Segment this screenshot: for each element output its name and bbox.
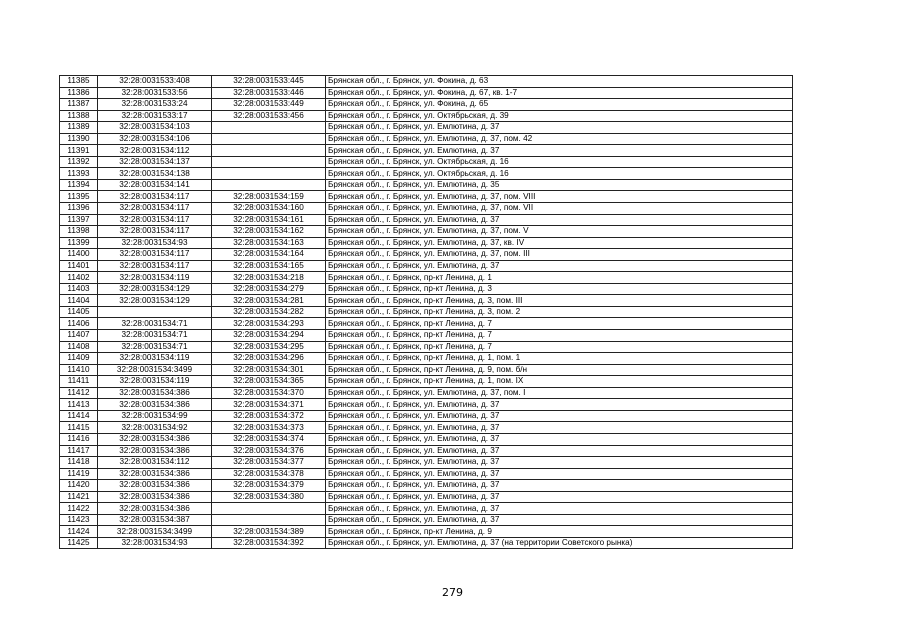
address-cell: Брянская обл., г. Брянск, ул. Емлютина, д. 37, пом. 42 [326,133,793,145]
parcel-number-cell: 32:28:0031534:3499 [98,364,212,376]
table-row [60,353,793,365]
address-cell: Брянская обл., г. Брянск, пр-кт Ленина, д. 9 [326,526,793,538]
parcel-number-cell: 32:28:0031534:386 [98,503,212,515]
building-number-cell [212,145,326,157]
table-row [60,491,793,503]
row-number-cell: 11411 [60,376,98,388]
row-number-cell: 11422 [60,503,98,515]
parcel-number-cell: 32:28:0031533:17 [98,110,212,122]
row-number-cell: 11401 [60,260,98,272]
row-number-cell: 11397 [60,214,98,226]
parcel-number-cell: 32:28:0031534:71 [98,330,212,342]
building-number-cell: 32:28:0031534:374 [212,433,326,445]
row-number-cell: 11405 [60,306,98,318]
building-number-cell: 32:28:0031534:282 [212,306,326,318]
parcel-number-cell: 32:28:0031534:386 [98,480,212,492]
building-number-cell: 32:28:0031534:389 [212,526,326,538]
parcel-number-cell: 32:28:0031534:92 [98,422,212,434]
table-row [60,537,793,549]
address-cell: Брянская обл., г. Брянск, ул. Октябрьская, д. 16 [326,156,793,168]
table-row [60,376,793,388]
table-row [60,87,793,99]
parcel-number-cell: 32:28:0031534:386 [98,399,212,411]
row-number-cell: 11413 [60,399,98,411]
parcel-number-cell: 32:28:0031534:119 [98,272,212,284]
row-number-cell: 11387 [60,99,98,111]
table-row [60,283,793,295]
table-row [60,306,793,318]
table-row [60,364,793,376]
row-number-cell: 11403 [60,283,98,295]
row-number-cell: 11394 [60,179,98,191]
building-number-cell [212,122,326,134]
table-row [60,445,793,457]
table-row [60,249,793,261]
building-number-cell [212,156,326,168]
building-number-cell: 32:28:0031534:295 [212,341,326,353]
parcel-number-cell: 32:28:0031534:117 [98,214,212,226]
building-number-cell: 32:28:0031534:380 [212,491,326,503]
row-number-cell: 11416 [60,433,98,445]
building-number-cell: 32:28:0031534:165 [212,260,326,272]
table-row [60,330,793,342]
parcel-number-cell: 32:28:0031534:93 [98,237,212,249]
building-number-cell [212,179,326,191]
building-number-cell: 32:28:0031534:371 [212,399,326,411]
parcel-number-cell: 32:28:0031534:112 [98,457,212,469]
row-number-cell: 11417 [60,445,98,457]
building-number-cell [212,168,326,180]
table-row [60,76,793,88]
table-row [60,433,793,445]
row-number-cell: 11409 [60,353,98,365]
building-number-cell: 32:28:0031534:372 [212,410,326,422]
address-cell: Брянская обл., г. Брянск, пр-кт Ленина, д. 3 [326,283,793,295]
address-cell: Брянская обл., г. Брянск, ул. Емлютина, д. 37 [326,410,793,422]
row-number-cell: 11391 [60,145,98,157]
table-row [60,203,793,215]
address-cell: Брянская обл., г. Брянск, ул. Емлютина, д. 37 [326,214,793,226]
building-number-cell: 32:28:0031533:446 [212,87,326,99]
parcel-number-cell: 32:28:0031534:112 [98,145,212,157]
address-cell: Брянская обл., г. Брянск, ул. Емлютина, д. 37, пом. VIII [326,191,793,203]
parcel-number-cell: 32:28:0031534:119 [98,376,212,388]
parcel-number-cell: 32:28:0031533:408 [98,76,212,88]
parcel-number-cell: 32:28:0031533:56 [98,87,212,99]
address-cell: Брянская обл., г. Брянск, пр-кт Ленина, д. 3, пом. 2 [326,306,793,318]
table-row [60,272,793,284]
building-number-cell: 32:28:0031534:377 [212,457,326,469]
parcel-number-cell: 32:28:0031534:71 [98,318,212,330]
address-cell: Брянская обл., г. Брянск, пр-кт Ленина, д. 3, пом. III [326,295,793,307]
row-number-cell: 11406 [60,318,98,330]
table-row [60,422,793,434]
table-row [60,318,793,330]
table-row [60,341,793,353]
parcel-number-cell: 32:28:0031534:386 [98,491,212,503]
building-number-cell: 32:28:0031534:293 [212,318,326,330]
building-number-cell [212,133,326,145]
address-cell: Брянская обл., г. Брянск, пр-кт Ленина, д. 1, пом. IX [326,376,793,388]
building-number-cell: 32:28:0031534:373 [212,422,326,434]
address-cell: Брянская обл., г. Брянск, ул. Емлютина, д. 37, пом. VII [326,203,793,215]
table-row [60,156,793,168]
parcel-number-cell: 32:28:0031534:117 [98,260,212,272]
address-cell: Брянская обл., г. Брянск, ул. Фокина, д. 63 [326,76,793,88]
address-cell: Брянская обл., г. Брянск, ул. Емлютина, д. 37 [326,491,793,503]
table-row [60,214,793,226]
parcel-number-cell: 32:28:0031534:386 [98,433,212,445]
address-cell: Брянская обл., г. Брянск, ул. Фокина, д. 65 [326,99,793,111]
row-number-cell: 11393 [60,168,98,180]
building-number-cell: 32:28:0031534:281 [212,295,326,307]
building-number-cell: 32:28:0031534:301 [212,364,326,376]
address-cell: Брянская обл., г. Брянск, ул. Емлютина, д. 37, пом. V [326,226,793,238]
address-cell: Брянская обл., г. Брянск, ул. Фокина, д. 67, кв. 1-7 [326,87,793,99]
parcel-number-cell: 32:28:0031534:137 [98,156,212,168]
row-number-cell: 11424 [60,526,98,538]
parcel-number-cell: 32:28:0031534:119 [98,353,212,365]
building-number-cell: 32:28:0031534:294 [212,330,326,342]
building-number-cell: 32:28:0031534:365 [212,376,326,388]
address-cell: Брянская обл., г. Брянск, ул. Емлютина, д. 37 [326,122,793,134]
building-number-cell: 32:28:0031534:379 [212,480,326,492]
table-row [60,295,793,307]
address-cell: Брянская обл., г. Брянск, пр-кт Ленина, д. 7 [326,341,793,353]
building-number-cell: 32:28:0031534:370 [212,387,326,399]
row-number-cell: 11414 [60,410,98,422]
row-number-cell: 11399 [60,237,98,249]
table-row [60,145,793,157]
parcel-number-cell: 32:28:0031534:106 [98,133,212,145]
table-row [60,226,793,238]
address-cell: Брянская обл., г. Брянск, ул. Емлютина, д. 37, пом. I [326,387,793,399]
address-cell: Брянская обл., г. Брянск, ул. Октябрьская, д. 16 [326,168,793,180]
parcel-number-cell: 32:28:0031534:103 [98,122,212,134]
building-number-cell: 32:28:0031534:164 [212,249,326,261]
parcel-number-cell: 32:28:0031534:99 [98,410,212,422]
address-cell: Брянская обл., г. Брянск, ул. Емлютина, д. 37 [326,260,793,272]
address-cell: Брянская обл., г. Брянск, ул. Емлютина, д. 37 [326,422,793,434]
row-number-cell: 11418 [60,457,98,469]
parcel-number-cell: 32:28:0031534:386 [98,468,212,480]
row-number-cell: 11388 [60,110,98,122]
row-number-cell: 11412 [60,387,98,399]
parcel-number-cell: 32:28:0031534:117 [98,191,212,203]
row-number-cell: 11392 [60,156,98,168]
address-cell: Брянская обл., г. Брянск, ул. Емлютина, д. 37 [326,445,793,457]
table-row [60,410,793,422]
table-row [60,110,793,122]
row-number-cell: 11410 [60,364,98,376]
parcel-number-cell: 32:28:0031534:386 [98,387,212,399]
row-number-cell: 11389 [60,122,98,134]
table-row [60,179,793,191]
address-cell: Брянская обл., г. Брянск, пр-кт Ленина, д. 9, пом. б/н [326,364,793,376]
registry-table-body [60,76,793,549]
address-cell: Брянская обл., г. Брянск, ул. Емлютина, д. 37 [326,399,793,411]
address-cell: Брянская обл., г. Брянск, ул. Емлютина, д. 37 [326,457,793,469]
building-number-cell: 32:28:0031533:449 [212,99,326,111]
row-number-cell: 11423 [60,514,98,526]
row-number-cell: 11390 [60,133,98,145]
address-cell: Брянская обл., г. Брянск, ул. Емлютина, д. 37 [326,433,793,445]
table-row [60,99,793,111]
table-row [60,260,793,272]
row-number-cell: 11386 [60,87,98,99]
row-number-cell: 11400 [60,249,98,261]
address-cell: Брянская обл., г. Брянск, ул. Емлютина, д. 37 [326,503,793,515]
parcel-number-cell: 32:28:0031534:3499 [98,526,212,538]
address-cell: Брянская обл., г. Брянск, пр-кт Ленина, д. 1, пом. 1 [326,353,793,365]
parcel-number-cell: 32:28:0031534:71 [98,341,212,353]
registry-table [59,75,793,549]
row-number-cell: 11402 [60,272,98,284]
address-cell: Брянская обл., г. Брянск, ул. Емлютина, д. 37 [326,145,793,157]
row-number-cell: 11404 [60,295,98,307]
parcel-number-cell [98,306,212,318]
parcel-number-cell: 32:28:0031534:138 [98,168,212,180]
row-number-cell: 11407 [60,330,98,342]
parcel-number-cell: 32:28:0031534:93 [98,537,212,549]
building-number-cell: 32:28:0031534:376 [212,445,326,457]
parcel-number-cell: 32:28:0031534:117 [98,249,212,261]
building-number-cell [212,514,326,526]
row-number-cell: 11395 [60,191,98,203]
address-cell: Брянская обл., г. Брянск, ул. Емлютина, д. 37 [326,480,793,492]
building-number-cell: 32:28:0031534:279 [212,283,326,295]
address-cell: Брянская обл., г. Брянск, пр-кт Ленина, д. 7 [326,318,793,330]
row-number-cell: 11419 [60,468,98,480]
address-cell: Брянская обл., г. Брянск, ул. Емлютина, д. 37, кв. IV [326,237,793,249]
parcel-number-cell: 32:28:0031534:117 [98,203,212,215]
table-row [60,480,793,492]
parcel-number-cell: 32:28:0031534:129 [98,283,212,295]
building-number-cell: 32:28:0031534:163 [212,237,326,249]
address-cell: Брянская обл., г. Брянск, ул. Емлютина, д. 35 [326,179,793,191]
building-number-cell: 32:28:0031534:161 [212,214,326,226]
building-number-cell: 32:28:0031534:378 [212,468,326,480]
table-row [60,168,793,180]
address-cell: Брянская обл., г. Брянск, ул. Емлютина, д. 37 [326,514,793,526]
table-row [60,191,793,203]
table-row [60,122,793,134]
building-number-cell: 32:28:0031533:445 [212,76,326,88]
table-row [60,514,793,526]
address-cell: Брянская обл., г. Брянск, пр-кт Ленина, д. 7 [326,330,793,342]
parcel-number-cell: 32:28:0031534:117 [98,226,212,238]
row-number-cell: 11415 [60,422,98,434]
address-cell: Брянская обл., г. Брянск, пр-кт Ленина, д. 1 [326,272,793,284]
parcel-number-cell: 32:28:0031534:141 [98,179,212,191]
table-row [60,503,793,515]
table-row [60,399,793,411]
table-row [60,387,793,399]
parcel-number-cell: 32:28:0031534:387 [98,514,212,526]
building-number-cell: 32:28:0031534:162 [212,226,326,238]
row-number-cell: 11408 [60,341,98,353]
row-number-cell: 11396 [60,203,98,215]
building-number-cell: 32:28:0031534:218 [212,272,326,284]
row-number-cell: 11425 [60,537,98,549]
table-row [60,457,793,469]
address-cell: Брянская обл., г. Брянск, ул. Емлютина, д. 37 (на территории Советского рынка) [326,537,793,549]
building-number-cell: 32:28:0031534:159 [212,191,326,203]
address-cell: Брянская обл., г. Брянск, ул. Емлютина, д. 37, пом. III [326,249,793,261]
row-number-cell: 11385 [60,76,98,88]
table-row [60,237,793,249]
parcel-number-cell: 32:28:0031534:129 [98,295,212,307]
building-number-cell: 32:28:0031533:456 [212,110,326,122]
page-number: 279 [442,586,463,599]
parcel-number-cell: 32:28:0031534:386 [98,445,212,457]
row-number-cell: 11421 [60,491,98,503]
building-number-cell: 32:28:0031534:160 [212,203,326,215]
table-row [60,468,793,480]
building-number-cell [212,503,326,515]
row-number-cell: 11398 [60,226,98,238]
parcel-number-cell: 32:28:0031533:24 [98,99,212,111]
building-number-cell: 32:28:0031534:296 [212,353,326,365]
row-number-cell: 11420 [60,480,98,492]
table-row [60,133,793,145]
address-cell: Брянская обл., г. Брянск, ул. Октябрьская, д. 39 [326,110,793,122]
address-cell: Брянская обл., г. Брянск, ул. Емлютина, д. 37 [326,468,793,480]
building-number-cell: 32:28:0031534:392 [212,537,326,549]
table-row [60,526,793,538]
